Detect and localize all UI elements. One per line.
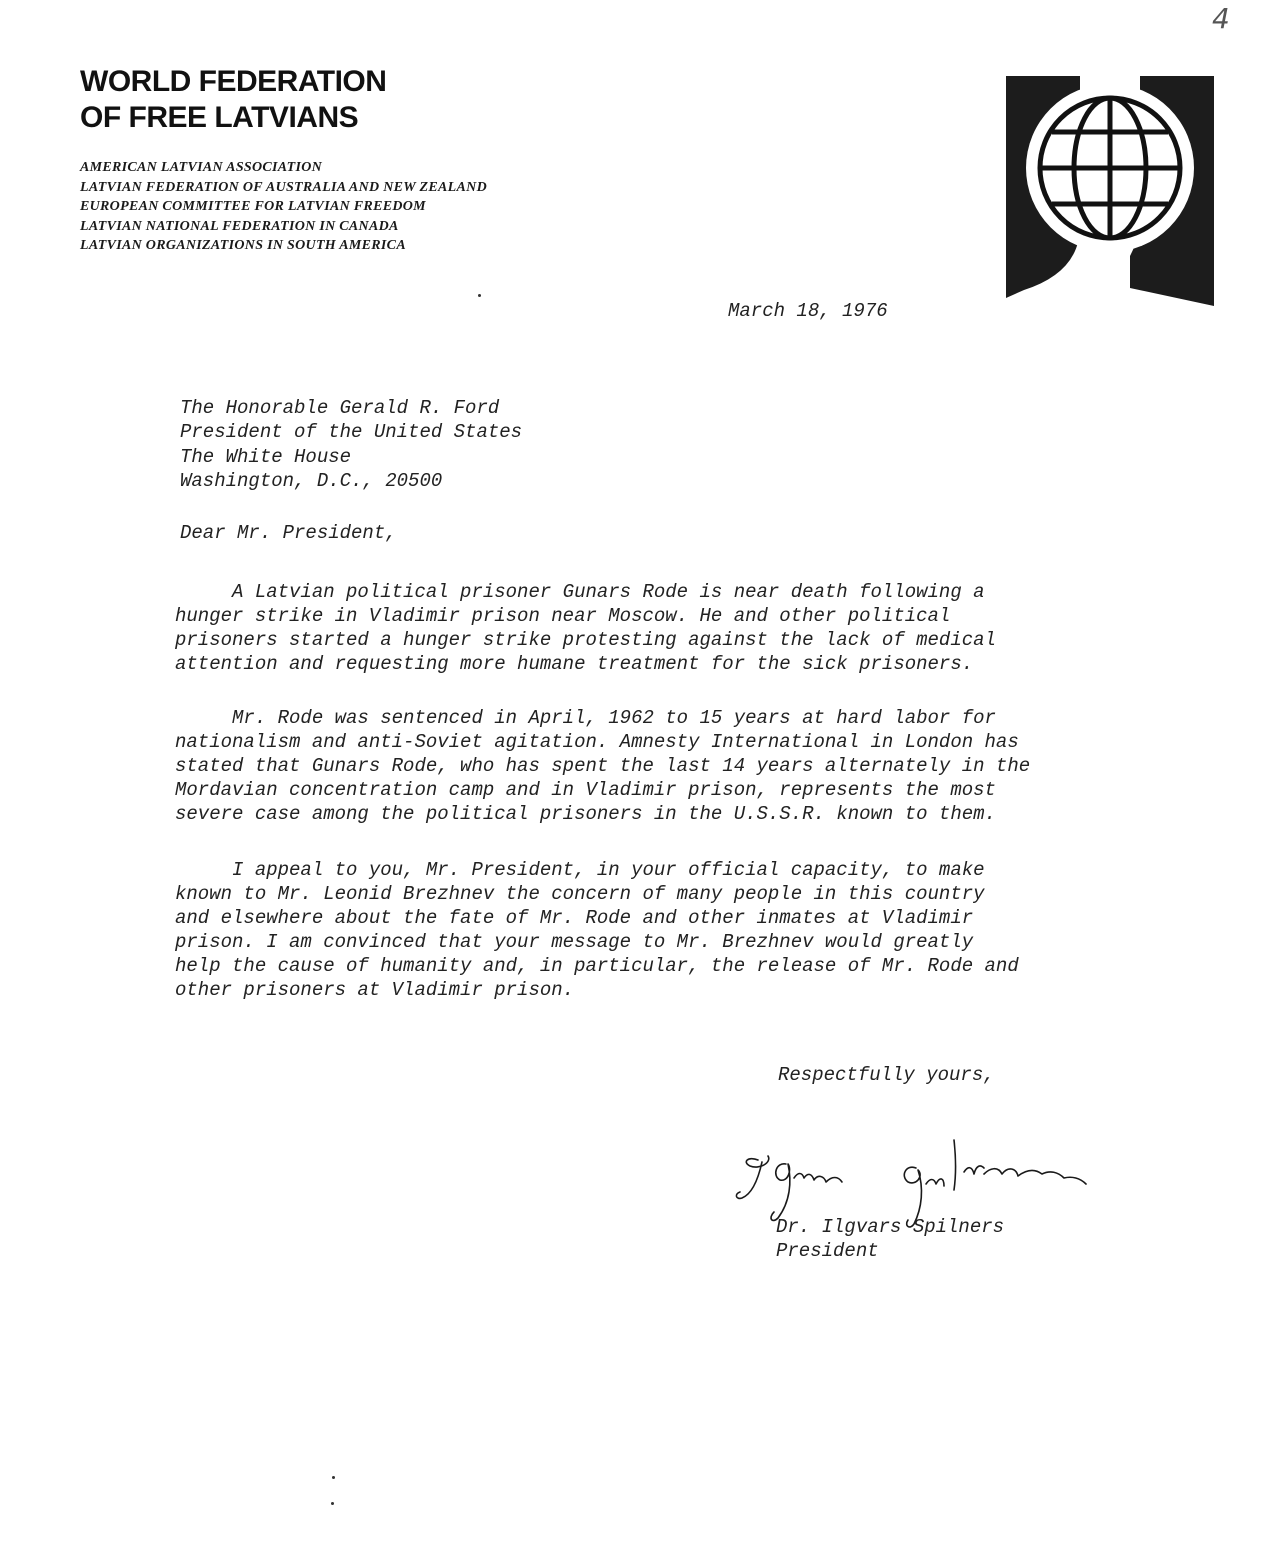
affiliate-item: AMERICAN LATVIAN ASSOCIATION (80, 160, 323, 175)
letter-date: March 18, 1976 (728, 300, 888, 322)
signer-name: Dr. Ilgvars Spilners (776, 1216, 1005, 1238)
paragraph-line: I appeal to you, Mr. President, in your official capacity, to make (175, 859, 985, 881)
paragraph-line: nationalism and anti-Soviet agitation. Amnesty International in London has (175, 731, 1019, 753)
affiliate-item: LATVIAN FEDERATION OF AUSTRALIA AND NEW ZEALAND (80, 179, 487, 195)
paragraph-line: attention and requesting more humane treatment for the sick prisoners. (175, 653, 974, 675)
closing: Respectfully yours, (778, 1064, 995, 1086)
organization-name-line: WORLD FEDERATION (80, 65, 387, 98)
paragraph-line: prison. I am convinced that your message to Mr. Brezhnev would greatly (175, 931, 974, 953)
page-number: 4 (1212, 2, 1230, 35)
paper-speck (331, 1502, 334, 1505)
paragraph-line: and elsewhere about the fate of Mr. Rode and other inmates at Vladimir (175, 907, 974, 929)
globe-emblem-icon (1004, 76, 1216, 306)
paragraph-line: help the cause of humanity and, in particular, the release of Mr. Rode and (175, 955, 1019, 977)
affiliate-item: EUROPEAN COMMITTEE FOR LATVIAN FREEDOM (80, 199, 426, 214)
address-line: Washington, D.C., 20500 (180, 469, 443, 492)
address-line: The Honorable Gerald R. Ford (180, 397, 500, 419)
body-paragraph (175, 580, 1115, 676)
paragraph-line: Mr. Rode was sentenced in April, 1962 to 15 years at hard labor for (175, 707, 996, 729)
paragraph-line: hunger strike in Vladimir prison near Moscow. He and other political (175, 605, 951, 627)
paper-speck (332, 1476, 335, 1479)
paragraph-line: known to Mr. Leonid Brezhnev the concern of many people in this country (175, 883, 985, 905)
paper-speck (478, 294, 481, 297)
address-line: The White House (180, 445, 352, 468)
organization-name (80, 64, 386, 136)
affiliate-item: LATVIAN NATIONAL FEDERATION IN CANADA (80, 218, 399, 234)
organization-name-line: OF FREE LATVIANS (80, 101, 359, 134)
recipient-address (180, 396, 522, 493)
paragraph-line: other prisoners at Vladimir prison. (175, 979, 575, 1001)
body-paragraph (175, 706, 1115, 826)
affiliate-list (80, 158, 487, 256)
signer-title: President (776, 1240, 879, 1262)
paragraph-line: prisoners started a hunger strike protesting against the lack of medical (175, 629, 996, 651)
salutation: Dear Mr. President, (180, 522, 397, 544)
paragraph-line: Mordavian concentration camp and in Vladimir prison, represents the most (175, 779, 996, 801)
body-paragraph (175, 858, 1115, 1002)
address-line: President of the United States (180, 421, 523, 444)
paragraph-line: severe case among the political prisoners in the U.S.S.R. known to them. (175, 803, 996, 825)
paragraph-line: stated that Gunars Rode, who has spent the last 14 years alternately in the (175, 755, 1031, 777)
affiliate-item: LATVIAN ORGANIZATIONS IN SOUTH AMERICA (80, 238, 406, 253)
paragraph-line: A Latvian political prisoner Gunars Rode is near death following a (175, 581, 985, 603)
